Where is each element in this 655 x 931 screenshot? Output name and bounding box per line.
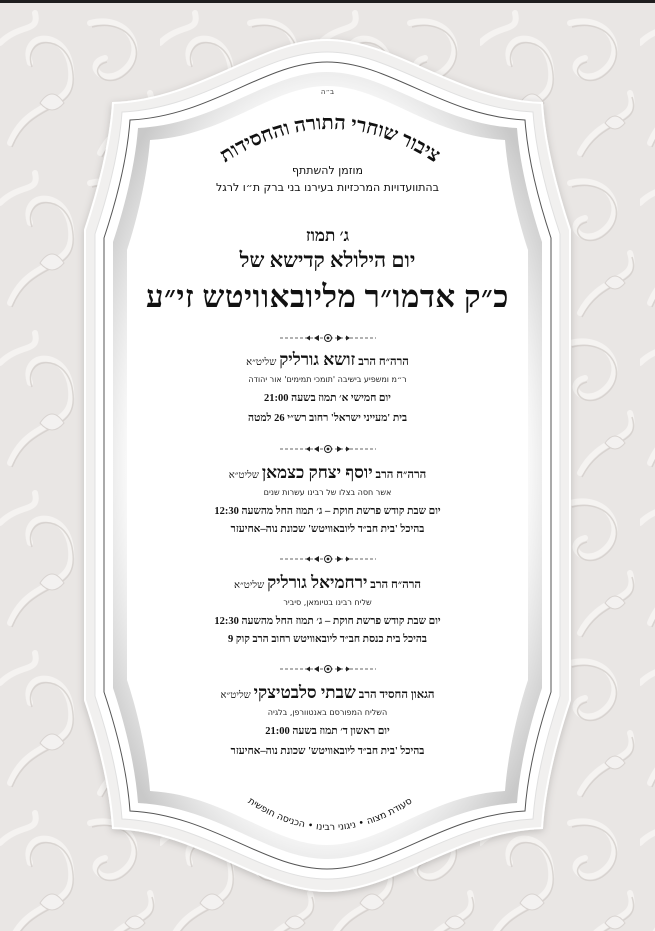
speaker-time: יום שבת קודש פרשת חוקת – ג׳ תמוז החל מהשעה 12:30: [214, 506, 441, 517]
speaker-block-2: [150, 465, 505, 537]
speaker-name: יוסף יצחק כצמאן: [261, 463, 373, 482]
speaker-suffix: שליט״א: [246, 357, 277, 368]
speaker-suffix: שליט״א: [228, 470, 259, 481]
speaker-name-line: [150, 465, 505, 484]
speaker-block-3: [150, 575, 505, 647]
speaker-role: שליח רבינו בטיומאן, סיביר: [283, 598, 372, 607]
ornament-divider: [278, 333, 378, 343]
speaker-suffix: שליט״א: [233, 580, 265, 591]
speaker-block-1: [150, 352, 505, 426]
hebrew-date: ג׳ תמוז: [305, 226, 350, 245]
invite-line-2: בהתוועדויות המרכזיות בעירנו בני ברק ת״ו לרגל: [216, 181, 439, 194]
speaker-time: יום חמישי א׳ תמוז בשעה 21:00: [264, 393, 391, 404]
speaker-suffix: שליט״א: [220, 690, 251, 701]
invite-line-1: מוזמן להשתתף: [292, 164, 363, 177]
bh-header: ב״ה: [320, 88, 335, 96]
ornament-divider: [278, 664, 378, 674]
rebbe-title: כ״ק אדמו״ר מליובאוויטש זי״ע: [146, 279, 509, 314]
speaker-time: יום שבת קודש פרשת חוקת – ג׳ תמוז החל מהשעה 12:30: [214, 616, 441, 627]
speaker-name: זושא גורליק: [279, 350, 356, 369]
svg-text:סעודת מצוה • ניגוני רבינו •: סעודת מצוה • ניגוני רבינו • הכניסה חופשית: [245, 795, 415, 834]
ornament-divider: [278, 554, 378, 564]
speaker-role: אשר חסה בצלו של רבינו עשרות שנים: [263, 488, 392, 497]
speaker-name-line: [150, 352, 505, 371]
speaker-prefix: הרה״ח הרב: [375, 469, 427, 481]
speaker-location: בהיכל בית כנסת חב״ד ליובאוויטש רחוב הרב קוק 9: [228, 634, 427, 645]
speaker-name: שבתי סלבטיצקי: [253, 683, 356, 702]
speaker-location: בהיכל 'בית חב״ד ליובאוויטש' שכונת נוה–אחיעזר: [230, 746, 425, 757]
speaker-prefix: הרה״ח הרב: [358, 356, 409, 368]
speaker-name: ירחמיאל גורליק: [267, 573, 368, 592]
speaker-role: ר״מ ומשפיע בישיבה 'תומכי תמימים' אור יהודה: [248, 375, 407, 384]
speaker-time: יום ראשון ד׳ תמוז בשעה 21:00: [265, 726, 390, 737]
speaker-location: בהיכל 'בית חב״ד ליובאוויטש' שכונת נוה–אחיעזר: [230, 524, 425, 535]
speaker-location: בית 'מעייני ישראל' רחוב רש״י 26 למטה: [247, 413, 408, 424]
speaker-role: השליח המפורסם באנטוורפן, בלגיה: [267, 708, 388, 717]
speaker-name-line: [150, 575, 505, 594]
speaker-prefix: הרה״ח הרב: [370, 579, 422, 591]
speaker-block-4: [150, 685, 505, 759]
hillula-title: יום הילולא קדישא של: [239, 248, 416, 272]
speaker-name-line: [150, 685, 505, 704]
speaker-prefix: הגאון החסיד הרב: [358, 689, 435, 701]
ornament-divider: [278, 444, 378, 454]
footer-arc: [215, 775, 445, 855]
svg-text:ציבור שוחרי התורה והחסידות: ציבור שוחרי התורה והחסידות: [216, 111, 444, 167]
